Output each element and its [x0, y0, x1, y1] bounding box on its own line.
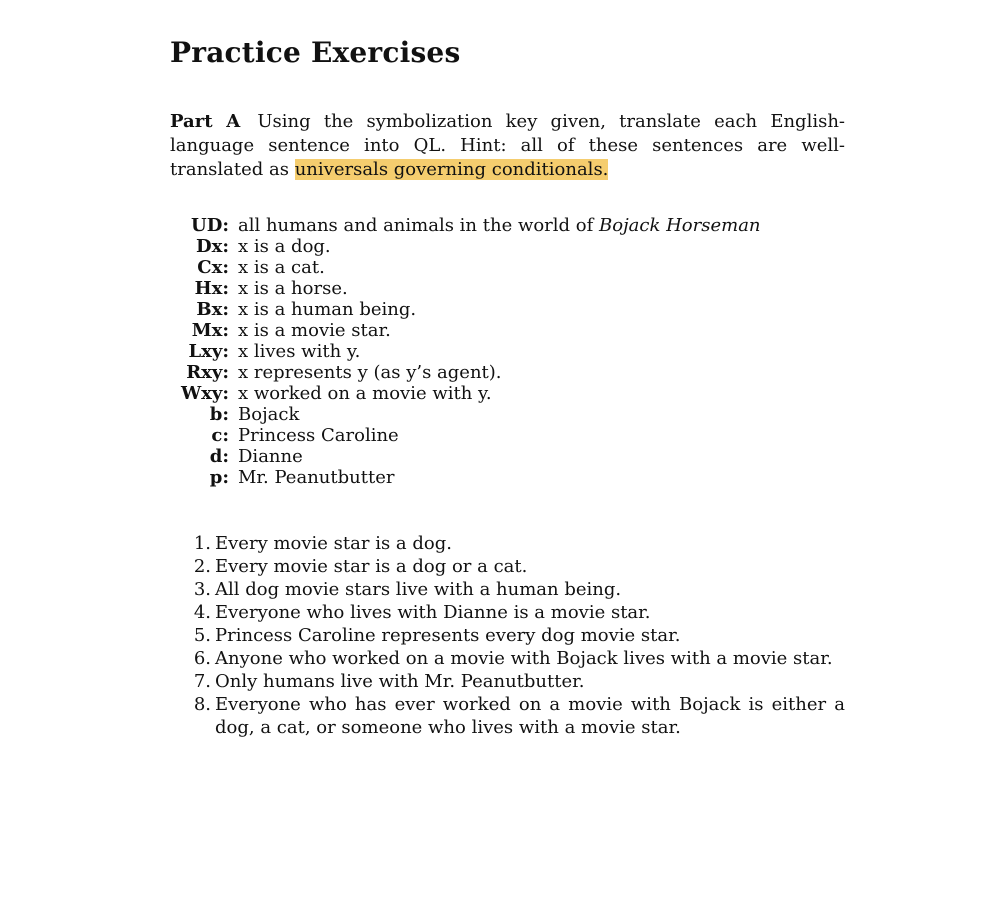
- key-symbol: d:: [209, 446, 229, 467]
- key-row: [170, 299, 761, 320]
- exercise-item: [170, 647, 845, 670]
- key-symbol: c:: [211, 425, 229, 446]
- exercise-item: [170, 601, 845, 624]
- key-description: x is a cat.: [238, 257, 325, 278]
- exercise-item: [170, 555, 845, 578]
- exercise-number: 7.: [193, 671, 211, 692]
- exercise-number: 8.: [193, 694, 211, 715]
- section-title: Practice Exercises: [170, 36, 461, 69]
- key-row: [170, 446, 761, 467]
- exercise-item: [170, 624, 845, 647]
- key-description: x lives with y.: [238, 341, 361, 362]
- key-symbol: Cx:: [197, 257, 229, 278]
- key-symbol: Wxy:: [180, 383, 229, 404]
- key-symbol: UD:: [191, 215, 229, 236]
- part-a-label: Part A: [170, 111, 241, 132]
- key-row: [170, 278, 761, 299]
- exercise-text: Every movie star is a dog or a cat.: [215, 556, 528, 577]
- exercise-number: 2.: [193, 556, 211, 577]
- exercise-text: Princess Caroline represents every dog movie star.: [215, 625, 681, 646]
- key-row: [170, 383, 761, 404]
- exercise-text: Anyone who worked on a movie with Bojack lives with a movie star.: [215, 648, 833, 669]
- key-symbol: Rxy:: [186, 362, 229, 383]
- key-row: [170, 404, 761, 425]
- exercise-item: [170, 693, 845, 739]
- key-symbol: Dx:: [196, 236, 229, 257]
- key-description: Bojack: [238, 404, 300, 425]
- key-row: [170, 215, 761, 236]
- key-description: x worked on a movie with y.: [238, 383, 492, 404]
- key-row: [170, 425, 761, 446]
- key-symbol: b:: [209, 404, 229, 425]
- exercise-item: [170, 578, 845, 601]
- exercise-number: 3.: [193, 579, 211, 600]
- key-description: x is a human being.: [238, 299, 417, 320]
- exercise-number: 4.: [193, 602, 211, 623]
- key-description: Dianne: [238, 446, 303, 467]
- key-row: [170, 257, 761, 278]
- key-description: Mr. Peanutbutter: [238, 467, 395, 488]
- part-a-instructions: [170, 110, 845, 182]
- part-a-text: Using the symbolization key given, translate each English-language sentence into QL. Hint: all of these sentences are well-translated as: [170, 111, 845, 180]
- exercise-list: [170, 532, 845, 739]
- key-symbol: Bx:: [196, 299, 229, 320]
- key-description: all humans and animals in the world of Bojack Horseman: [238, 215, 761, 236]
- exercise-item: [170, 532, 845, 555]
- exercise-number: 6.: [193, 648, 211, 669]
- key-symbol: Hx:: [194, 278, 229, 299]
- key-row: [170, 236, 761, 257]
- exercise-text: Everyone who has ever worked on a movie with Bojack is either a dog, a cat, or someone who lives with a movie star.: [215, 694, 845, 738]
- exercise-text: Everyone who lives with Dianne is a movie star.: [215, 602, 651, 623]
- exercise-text: Every movie star is a dog.: [215, 533, 452, 554]
- highlighted-text: universals governing conditionals.: [294, 159, 609, 180]
- key-description-italic: Bojack Horseman: [599, 215, 761, 236]
- key-row: [170, 362, 761, 383]
- symbolization-key: [170, 215, 761, 488]
- key-row: [170, 467, 761, 488]
- key-description: Princess Caroline: [238, 425, 399, 446]
- exercise-number: 5.: [193, 625, 211, 646]
- key-symbol: p:: [209, 467, 229, 488]
- key-row: [170, 320, 761, 341]
- exercise-text: Only humans live with Mr. Peanutbutter.: [215, 671, 585, 692]
- key-symbol: Mx:: [191, 320, 229, 341]
- key-description: x represents y (as y’s agent).: [238, 362, 502, 383]
- key-description: x is a dog.: [238, 236, 331, 257]
- key-description: x is a movie star.: [238, 320, 391, 341]
- key-description: x is a horse.: [238, 278, 348, 299]
- key-row: [170, 341, 761, 362]
- exercise-number: 1.: [193, 533, 211, 554]
- exercise-item: [170, 670, 845, 693]
- exercise-text: All dog movie stars live with a human being.: [215, 579, 622, 600]
- key-symbol: Lxy:: [188, 341, 229, 362]
